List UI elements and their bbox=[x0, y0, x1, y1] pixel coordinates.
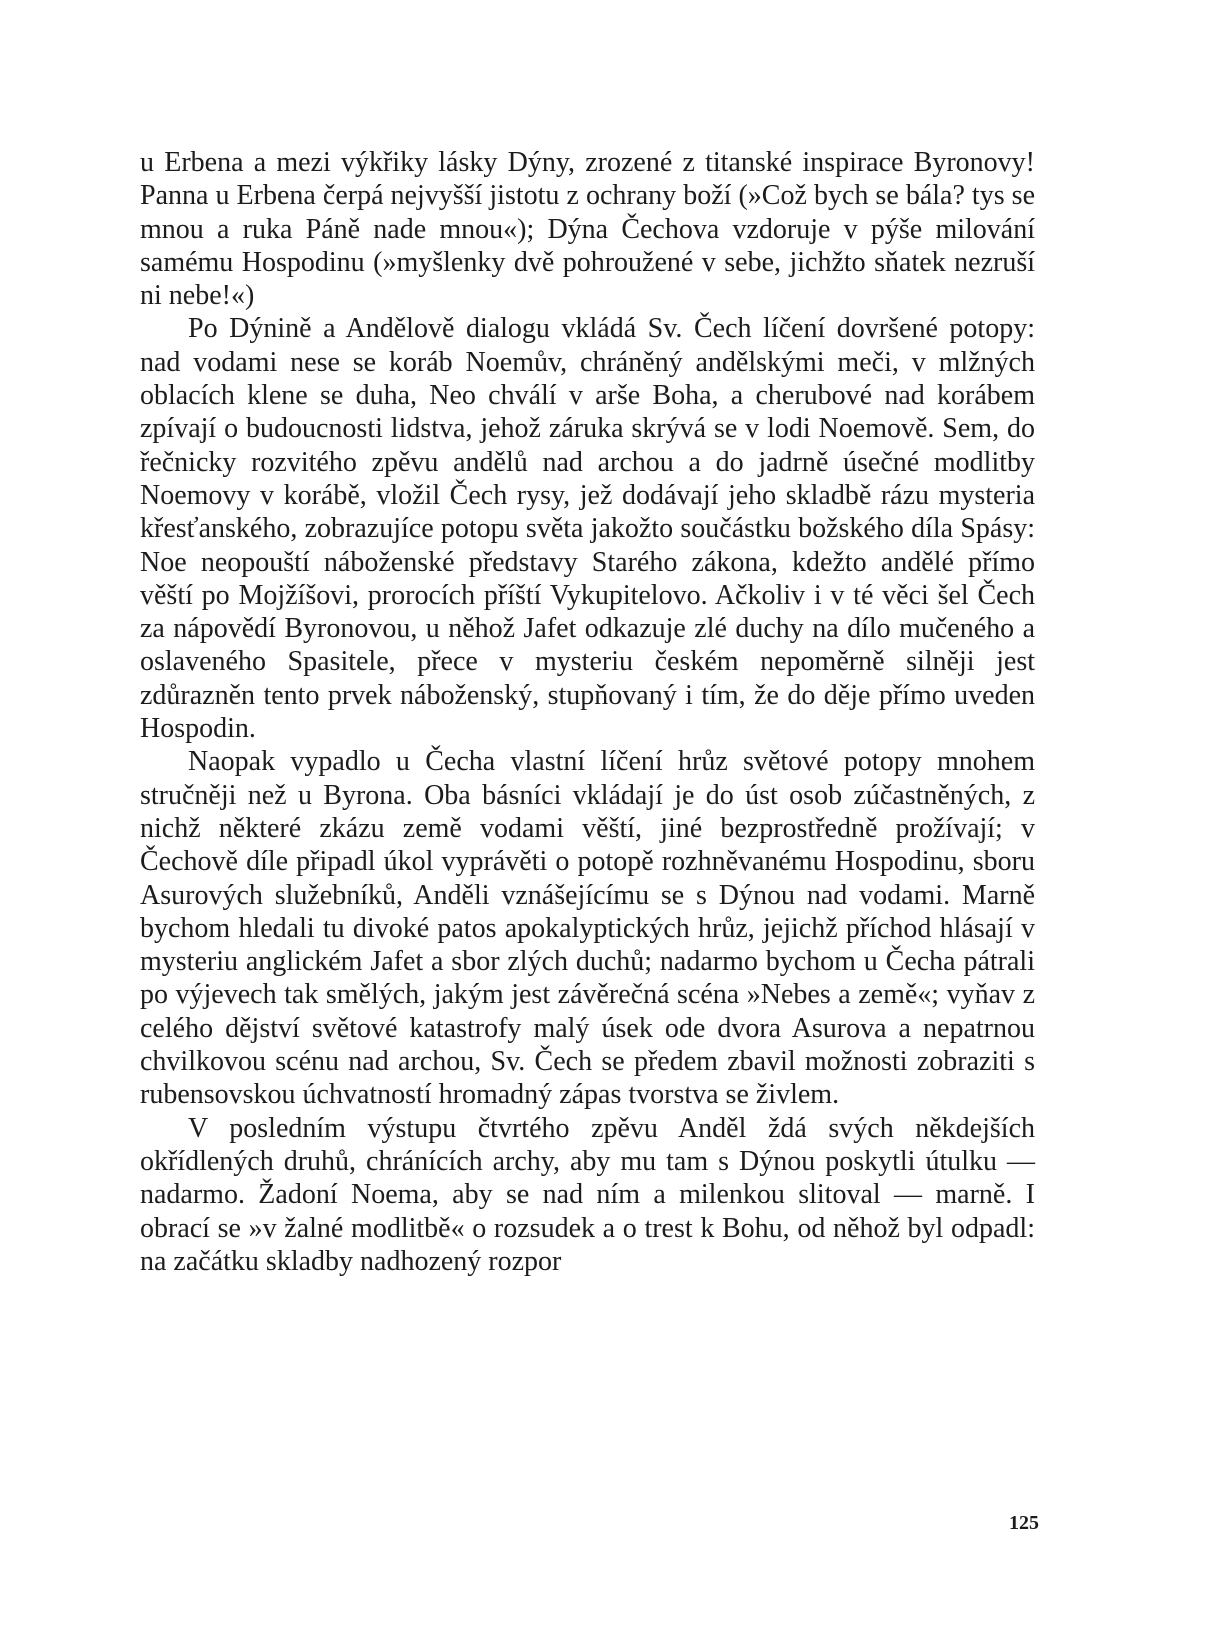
paragraph-3: Naopak vypadlo u Čecha vlastní líčení hrůz světové potopy mnohem stručněji než u Byrona. Oba básníci vkládají je do úst osob zúčastněných, z nichž některé zkázu země vodami věští, jiné bezprostředně prožívají; v Čechově díle připadl úkol vyprávěti o potopě rozhněvanému Hospodinu, sboru Asurových služebníků, Anděli vznášejícímu se s Dýnou nad vodami. Marně bychom hledali tu divoké patos apokalyptických hrůz, jejichž příchod hlásají v mysteriu anglickém Jafet a sbor zlých duchů; nadarmo bychom u Čecha pátrali po výjevech tak smělých, jakým jest závěrečná scéna »Nebes a země«; vyňav z celého dějství světové katastrofy malý úsek ode dvora Asurova a nepatrnou chvilkovou scénu nad archou, Sv. Čech se předem zbavil možnosti zobraziti s rubensovskou úchvatností hromadný zápas tvorstva se živlem. bbox=[140, 746, 1035, 1111]
paragraph-4: V posledním výstupu čtvrtého zpěvu Anděl ždá svých někdejších okřídlených druhů, chránících archy, aby mu tam s Dýnou poskytli útulku — nadarmo. Žadoní Noema, aby se nad ním a milenkou slitoval — marně. I obrací se »v žalné modlitbě« o rozsudek a o trest k Bohu, od něhož byl odpadl: na začátku skladby nadhozený rozpor bbox=[140, 1112, 1035, 1277]
paragraph-1: u Erbena a mezi výkřiky lásky Dýny, zrozené z titanské inspirace Byronovy! Panna u Erbena čerpá nejvyšší jistotu z ochrany boží (»Což bych se bála? tys se mnou a ruka Páně nade mnou«); Dýna Čechova vzdoruje v pýše milování samému Hospodinu (»myšlenky dvě pohroužené v sebe, jichžto sňatek nezruší ni nebe!«) bbox=[140, 147, 1035, 312]
paragraph-2: Po Dýnině a Andělově dialogu vkládá Sv. Čech líčení dovršené potopy: nad vodami nese se koráb Noemův, chráněný andělskými meči, v mlžných oblacích klene se duha, Neo chválí v arše Boha, a cherubové nad korábem zpívají o budoucnosti lidstva, jehož záruka skrývá se v lodi Noemově. Sem, do řečnicky rozvitého zpěvu andělů nad archou a do jadrně úsečné modlitby Noemovy v korábě, vložil Čech rysy, jež dodávají jeho skladbě rázu mysteria křesťanského, zobrazujíce potopu světa jakožto součástku božského díla Spásy: Noe neopouští náboženské představy Starého zákona, kdežto andělé přímo věští po Mojžíšovi, prorocích příští Vykupitelovo. Ačkoliv i v té věci šel Čech za nápovědí Byronovou, u něhož Jafet odkazuje zlé duchy na dílo mučeného a oslaveného Spasitele, přece v mysteriu českém nepoměrně silněji jest zdůrazněn tento prvek náboženský, stupňovaný i tím, že do děje přímo uveden Hospodin. bbox=[140, 313, 1035, 745]
page-number: 125 bbox=[1009, 1512, 1039, 1534]
page-text bbox=[140, 146, 1035, 1278]
